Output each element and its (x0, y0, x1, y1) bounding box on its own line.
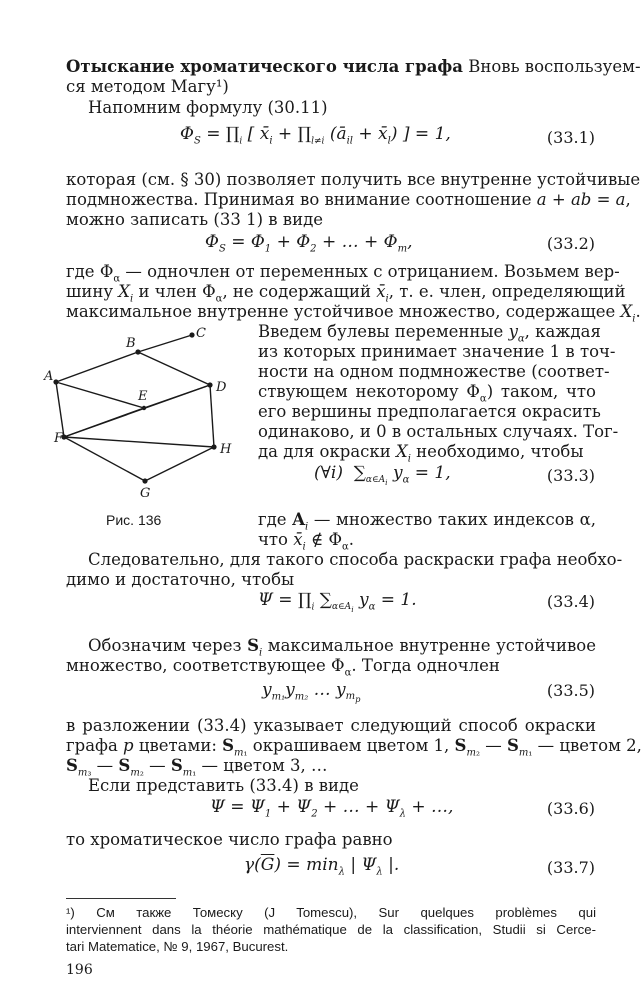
equation-number: (33.1) (546, 128, 595, 147)
text-line: Введем булевы переменные $y_\alpha$, каждая (258, 322, 601, 345)
vertex-b (135, 349, 140, 354)
vertex-label-h: H (220, 442, 232, 457)
equation-33-1: $\Phi_S$ = $\prod_i$ [ $x̄_i$ + $\prod_{l\ne i}$ ($ā_{il}$ + $x̄_l$) ] = 1, (180, 124, 451, 147)
text-line: в разложении (33.4) указывает следующий способ окраски (66, 716, 596, 735)
text-line: да для окраски $X_i$ необходимо, чтобы (258, 442, 584, 465)
edge-g-h (145, 447, 214, 481)
vertex-label-a: A (44, 369, 54, 384)
equation-33-3: (∀i) $\sum_{\alpha\in A_i}$ $y_\alpha = 1$, (314, 463, 451, 488)
graph-figure (40, 325, 240, 505)
text-line: одинаково, и 0 в остальных случаях. Тог- (258, 422, 619, 441)
text-line: $S_{m_3}$ — $S_{m_2}$ — $S_{m_1}$ — цветом 3, … (66, 756, 328, 779)
text-line: из которых принимает значение 1 в точ- (258, 342, 616, 361)
section-heading-line (66, 57, 641, 77)
edge-a-f (56, 382, 64, 437)
section-title: Отыскание хроматического числа графа (66, 57, 463, 76)
text-line: Напомним формулу (30.11) (88, 98, 328, 117)
edge-d-h (210, 385, 214, 447)
vertex-d (207, 382, 212, 387)
footnote-rule (66, 898, 176, 899)
vertex-h (211, 444, 216, 449)
equation-number: (33.6) (546, 799, 595, 818)
text-line: где $A_i$ — множество таких индексов α, (258, 510, 596, 533)
equation-number: (33.3) (546, 466, 595, 485)
text-line: ся методом Магу¹) (66, 77, 229, 96)
vertex-label-e: E (138, 389, 148, 404)
equation-33-4: $\Psi = \prod_i$ $\sum_{\alpha\in A_i}$ $y_\alpha = 1$. (258, 590, 417, 615)
text-line: что $x̄_i$ ∉ $\Phi_\alpha$. (258, 530, 354, 553)
vertex-label-g: G (140, 486, 151, 501)
vertex-label-f: F (54, 431, 64, 446)
text-line: шину $X_i$ и член $\Phi_\alpha$, не содержащий $x̄_i$, т. е. член, определяющий (66, 282, 626, 305)
edge-f-g (64, 437, 145, 481)
vertex-label-b: B (126, 336, 136, 351)
equation-33-7: $\gamma(\overline{G}) = \min_\lambda$ | $\Psi_\lambda$ |. (244, 855, 400, 878)
text-line: ствующем некоторому $\Phi_\alpha$) таком, что (258, 382, 596, 405)
text-line: где $\Phi_\alpha$ — одночлен от переменных с отрицанием. Возьмем вер- (66, 262, 620, 285)
text-line: Следовательно, для такого способа раскраски графа необхо- (88, 550, 623, 569)
text-line: то хроматическое число графа равно (66, 830, 393, 849)
heading-rest: Вновь воспользуем- (468, 57, 641, 76)
vertex-a (53, 379, 58, 384)
vertex-label-c: C (196, 326, 206, 341)
vertex-c (189, 332, 194, 337)
text-line: димо и достаточно, чтобы (66, 570, 295, 589)
text-line: максимальное внутренне устойчивое множество, содержащее $X_i$. (66, 302, 641, 325)
text-line: которая (см. § 30) позволяет получить все внутренне устойчивые (66, 170, 641, 189)
equation-33-6: $\Psi = \Psi_1 + \Psi_2$ + … + $\Psi_\lambda$ + …, (210, 797, 454, 820)
text-line: Если представить (33.4) в виде (88, 776, 359, 795)
figure-caption: Рис. 136 (106, 512, 162, 528)
edge-f-d (64, 385, 210, 437)
text-line: можно записать (33 1) в виде (66, 210, 323, 229)
text-line: подмножества. Принимая во внимание соотношение a + ab = a, (66, 190, 631, 209)
vertex-label-d: D (216, 380, 227, 395)
footnote-line: interviennent dans la théorie mathématique de la classification, Studii si Cercе- (66, 922, 596, 937)
vertex-e (142, 406, 146, 410)
text-line: множество, соответствующее $\Phi_\alpha$. Тогда одночлен (66, 656, 500, 679)
text-line: Обозначим через $S_i$ максимальное внутренне устойчивое (88, 636, 596, 659)
footnote-line: tari Matematice, № 9, 1967, Bucurest. (66, 939, 289, 954)
equation-number: (33.4) (546, 592, 595, 611)
page-number: 196 (66, 962, 93, 978)
equation-number: (33.5) (546, 681, 595, 700)
edge-f-h (64, 437, 214, 447)
edge-a-e (56, 382, 144, 408)
equation-number: (33.2) (546, 234, 595, 253)
text-line: его вершины предполагается окрасить (258, 402, 601, 421)
edge-b-d (138, 352, 210, 385)
equation-33-5: $y_{m_1}y_{m_2}$ … $y_{m_p}$ (262, 680, 361, 705)
text-line: графа p цветами: $S_{m_1}$ окрашиваем цветом 1, $S_{m_2}$ — $S_{m_1}$ — цветом 2, (66, 736, 642, 759)
vertex-g (142, 478, 147, 483)
edge-a-b (56, 352, 138, 382)
equation-33-2: $\Phi_S = \Phi_1 + \Phi_2$ + … + $\Phi_m$, (205, 232, 413, 255)
edge-b-c (138, 335, 192, 352)
footnote-line: ¹) См также Томеску (J Tomescu), Sur quelques problèmes qui (66, 905, 596, 920)
equation-number: (33.7) (546, 858, 595, 877)
text-line: ности на одном подмножестве (соответ- (258, 362, 610, 381)
